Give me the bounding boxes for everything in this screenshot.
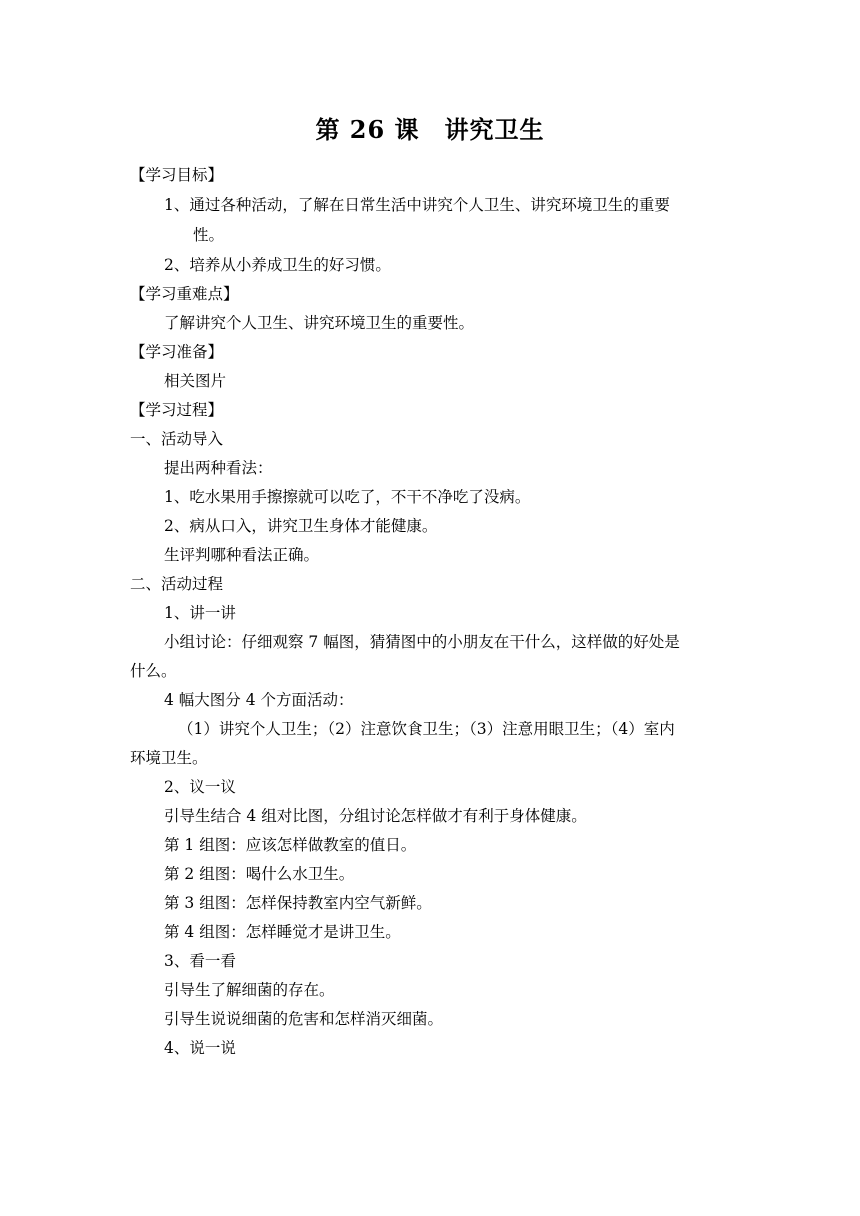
objectives-heading: 【学习目标】 <box>130 166 224 184</box>
process-heading: 【学习过程】 <box>130 401 224 419</box>
step2-group-1: 第 1 组图：应该怎样做教室的值日。 <box>164 836 417 854</box>
step2-group-2: 第 2 组图：喝什么水卫生。 <box>164 865 355 883</box>
step2-group-4: 第 4 组图：怎样睡觉才是讲卫生。 <box>164 923 401 941</box>
step1-aspects-line-2: 环境卫生。 <box>130 749 208 767</box>
step1-discussion-line-1: 小组讨论：仔细观察 7 幅图，猜猜图中的小朋友在干什么，这样做的好处是 <box>164 633 680 651</box>
part1-view-1: 1、吃水果用手擦擦就可以吃了，不干不净吃了没病。 <box>164 488 531 506</box>
step1-summary: 4 幅大图分 4 个方面活动： <box>164 691 354 709</box>
step3-heading: 3、看一看 <box>164 952 236 970</box>
part1-heading: 一、活动导入 <box>130 430 224 448</box>
step1-heading: 1、讲一讲 <box>164 604 236 622</box>
step3-guide-1: 引导生了解细菌的存在。 <box>164 981 335 999</box>
lesson-title: 第 26 课 讲究卫生 <box>315 115 545 144</box>
step2-guide: 引导生结合 4 组对比图，分组讨论怎样做才有利于身体健康。 <box>164 807 587 825</box>
part2-heading: 二、活动过程 <box>130 575 224 593</box>
step3-guide-2: 引导生说说细菌的危害和怎样消灭细菌。 <box>164 1010 444 1028</box>
objective-item-1-line-1: 1、通过各种活动，了解在日常生活中讲究个人卫生、讲究环境卫生的重要 <box>164 196 670 214</box>
step1-aspects-line-1: （1）讲究个人卫生；（2）注意饮食卫生；（3）注意用眼卫生；（4）室内 <box>178 720 675 738</box>
part1-intro: 提出两种看法： <box>164 459 273 477</box>
key-points-heading: 【学习重难点】 <box>130 285 239 303</box>
preparation-text: 相关图片 <box>164 372 227 390</box>
part1-view-2: 2、病从口入，讲究卫生身体才能健康。 <box>164 517 438 535</box>
objective-item-2: 2、培养从小养成卫生的好习惯。 <box>164 256 391 274</box>
preparation-heading: 【学习准备】 <box>130 343 224 361</box>
key-points-text: 了解讲究个人卫生、讲究环境卫生的重要性。 <box>164 314 475 332</box>
step1-discussion-line-2: 什么。 <box>130 662 177 680</box>
step2-group-3: 第 3 组图：怎样保持教室内空气新鲜。 <box>164 894 432 912</box>
part1-judge: 生评判哪种看法正确。 <box>164 546 320 564</box>
step4-heading: 4、说一说 <box>164 1039 236 1057</box>
step2-heading: 2、议一议 <box>164 778 236 796</box>
objective-item-1-line-2: 性。 <box>193 226 225 244</box>
